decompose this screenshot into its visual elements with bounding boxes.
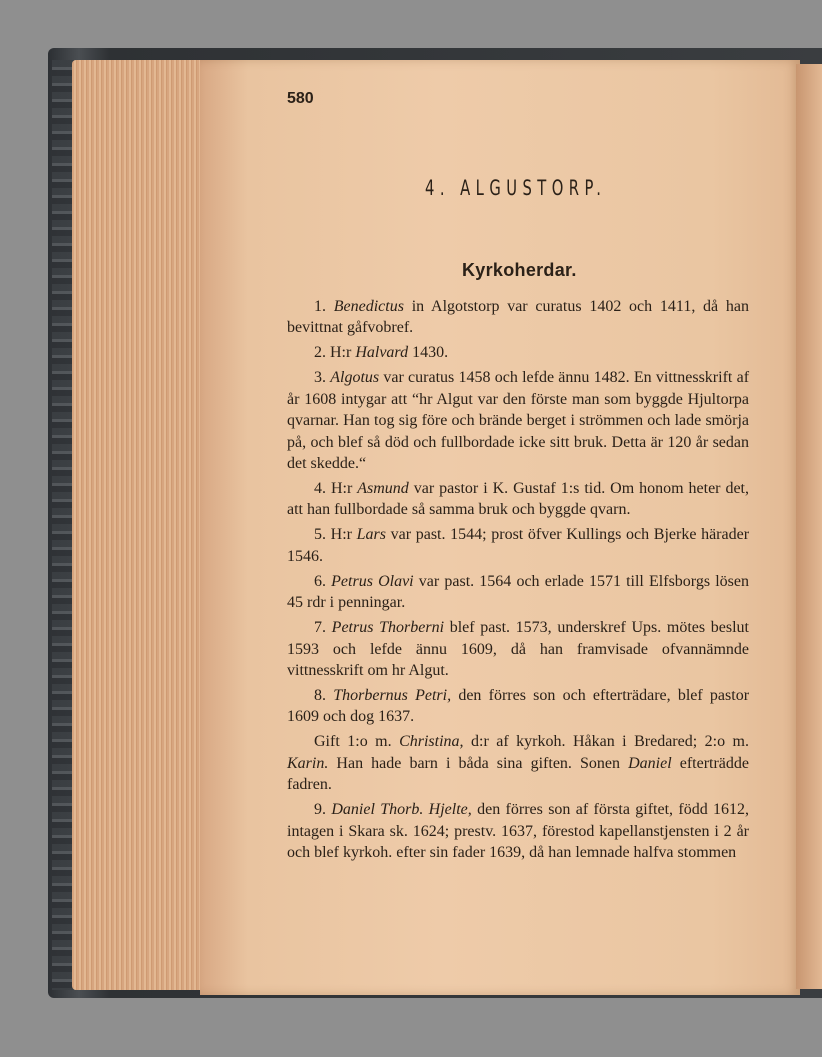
entry-text: d:r af kyrkoh. Håkan i Bredared; 2:o m. — [463, 733, 749, 751]
entry-name: Lars — [356, 526, 386, 544]
entry-6 — [287, 571, 749, 614]
entry-name: Daniel Thorb. Hjelte, — [331, 801, 472, 819]
entry-number: 3. — [314, 369, 326, 387]
entry-number: 6. — [314, 572, 326, 590]
entry-number: 2. — [314, 344, 326, 362]
entry-name: Benedictus — [333, 298, 404, 315]
entry-text: den förres son och efterträdare, blef pastor 1609 och dog 1637. — [287, 687, 750, 726]
entry-prefix: H:r — [330, 344, 352, 362]
entry-number: 5. — [314, 526, 326, 544]
entry-5 — [287, 524, 749, 567]
entry-name: Daniel — [628, 754, 672, 772]
entry-8 — [287, 685, 749, 728]
entry-number: 4. — [314, 480, 326, 498]
entry-text: blef past. 1573, underskref Ups. mötes beslut 1593 och lefde ännu 1609, då han framvisade ofvannämnde vittnesskrift om hr Algut. — [287, 619, 749, 680]
entry-name: Christina, — [399, 733, 464, 751]
entry-text: 1430. — [412, 344, 449, 362]
entry-text: var past. 1544; prost öfver Kullings och Bjerke härader 1546. — [287, 526, 750, 565]
entry-1 — [287, 296, 749, 339]
book-spine — [52, 60, 74, 990]
entry-text: in Algotstorp var curatus 1402 och 1411, då han bevittnat gåfvobref. — [287, 298, 750, 337]
entry-prefix: H:r — [330, 526, 352, 544]
entry-number: 8. — [314, 687, 326, 705]
entry-name: Halvard — [355, 344, 409, 362]
entry-text: var past. 1564 och erlade 1571 till Elfsborgs lösen 45 rdr i penningar. — [287, 572, 750, 612]
entry-3 — [287, 367, 749, 474]
entry-2 — [287, 342, 749, 363]
page-number: 580 — [287, 90, 314, 107]
entry-prefix: H:r — [330, 480, 353, 498]
entry-name: Karin. — [287, 754, 329, 772]
entry-9 — [287, 799, 749, 863]
entry-name: Algotus — [330, 369, 380, 387]
entry-name: Petrus Thorberni — [331, 619, 445, 637]
entry-name: Petrus Olavi — [331, 572, 414, 590]
entry-7 — [287, 617, 749, 681]
entry-number: 1. — [314, 298, 326, 315]
entry-number: 7. — [314, 619, 326, 637]
entry-text: Gift 1:o m. — [314, 733, 400, 751]
chapter-title: 4. ALGUSTORP. — [425, 176, 607, 200]
next-page-edge — [796, 64, 822, 989]
entry-number: 9. — [314, 801, 326, 819]
entry-name: Asmund — [357, 480, 409, 498]
section-title: Kyrkoherdar. — [462, 260, 577, 280]
entry-4 — [287, 478, 749, 521]
entry-text: var pastor i K. Gustaf 1:s tid. Om honom heter det, att han fullbordade så samma bruk och byggde qvarn. — [287, 480, 749, 519]
entry-text: var curatus 1458 och lefde ännu 1482. En vittnesskrift af år 1608 intygar att “hr Algut var den förste man som byggde Hjultorpa qvarnar. Han tog sig före och brände berget i strömmen och lade smörja på, och blef så död och fullbordade icke sitt bruk. Detta är 120 år sedan det skedde.“ — [287, 369, 750, 473]
entry-text: den förres son af första giftet, född 1612, intagen i Skara sk. 1624; prestv. 1637, förestod kapellanstjensten i 2 år och blef kyrkoh. efter sin fader 1639, då han lemnade halfva stommen — [287, 801, 750, 862]
body-text — [287, 296, 749, 867]
entry-name: Thorbernus Petri, — [333, 687, 452, 705]
entry-text: efterträdde fadren. — [287, 754, 750, 794]
entry-text: Han hade barn i båda sina giften. Sonen — [328, 754, 629, 772]
entry-8-continued — [287, 731, 749, 795]
